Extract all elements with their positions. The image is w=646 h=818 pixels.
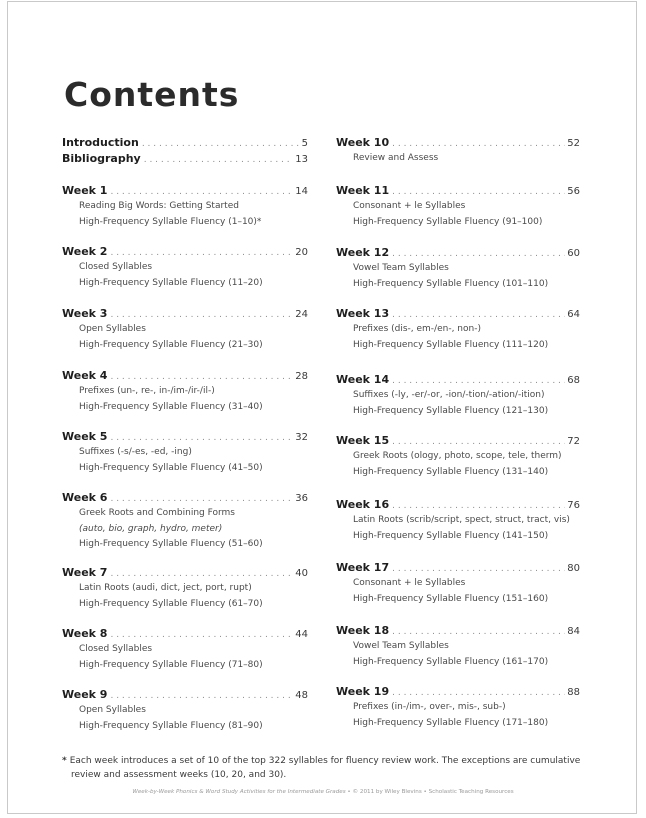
toc-subtopic: High-Frequency Syllable Fluency (111–120) [353, 339, 549, 350]
toc-entry-label: Week 9 [62, 688, 108, 701]
toc-subtopic: High-Frequency Syllable Fluency (121–130) [353, 405, 549, 416]
toc-subtopic: High-Frequency Syllable Fluency (171–180) [353, 717, 549, 728]
toc-page-number: 80 [567, 563, 580, 574]
toc-entry-label: Introduction [62, 136, 139, 149]
toc-subtopic: Reading Big Words: Getting Started [79, 201, 239, 211]
toc-subtopic: High-Frequency Syllable Fluency (131–140) [353, 466, 549, 477]
toc-entry-label: Week 2 [62, 245, 108, 258]
toc-subtopic: Consonant + le Syllables [353, 578, 466, 588]
toc-page-number: 52 [567, 138, 580, 149]
toc-entry-label: Week 11 [336, 184, 390, 197]
toc-subtopic: High-Frequency Syllable Fluency (71–80) [79, 659, 263, 670]
toc-entry-week-8 [62, 627, 308, 673]
dot-leader [110, 628, 293, 642]
toc-subtopic: High-Frequency Syllable Fluency (161–170) [353, 656, 549, 667]
toc-entry-week-9 [62, 688, 308, 734]
toc-subtopic: Vowel Team Syllables [353, 641, 449, 651]
dot-leader [392, 185, 565, 199]
toc-page-number: 72 [567, 436, 580, 447]
dot-leader [110, 492, 293, 506]
toc-page-number: 13 [295, 154, 308, 165]
toc-entry-week-6 [62, 491, 308, 553]
toc-entry-week-17 [336, 561, 580, 607]
toc-subtopic: Closed Syllables [79, 644, 153, 654]
toc-entry-week-1 [62, 184, 308, 230]
toc-subtopic: Suffixes (-s/-es, -ed, -ing) [79, 447, 192, 457]
dot-leader [392, 308, 565, 322]
toc-entry-week-7 [62, 566, 308, 612]
toc-page-number: 20 [295, 247, 308, 258]
toc-subtopic: High-Frequency Syllable Fluency (41–50) [79, 462, 263, 473]
toc-entry-label: Week 14 [336, 373, 390, 386]
toc-subtopic: High-Frequency Syllable Fluency (61–70) [79, 598, 263, 609]
footer-copyright: © 2011 by Wiley Blevins [352, 789, 422, 795]
toc-subtopic: High-Frequency Syllable Fluency (21–30) [79, 339, 263, 350]
toc-entry-week-4 [62, 369, 308, 415]
dot-leader [110, 689, 293, 703]
toc-page-number: 28 [295, 371, 308, 382]
toc-subtopic: Open Syllables [79, 324, 146, 334]
toc-subtopic: Prefixes (dis-, em-/en-, non-) [353, 324, 481, 334]
dot-leader [110, 308, 293, 322]
toc-entry-week-11 [336, 184, 580, 230]
toc-entry-label: Week 17 [336, 561, 390, 574]
toc-subtopic: High-Frequency Syllable Fluency (11–20) [79, 277, 263, 288]
toc-entry-week-14 [336, 373, 580, 419]
toc-subtopic: Prefixes (un-, re-, in-/im-/ir-/il-) [79, 386, 215, 396]
toc-subtopic: Latin Roots (scrib/script, spect, struct, tract, vis) [353, 515, 570, 525]
footer-publisher: Scholastic Teaching Resources [428, 789, 514, 795]
toc-entry-label: Week 13 [336, 307, 390, 320]
toc-entry-label: Bibliography [62, 152, 141, 165]
toc-entry-week-18 [336, 624, 580, 670]
toc-subtopic: High-Frequency Syllable Fluency (101–110) [353, 278, 549, 289]
toc-page-number: 36 [295, 493, 308, 504]
toc-subtopic: High-Frequency Syllable Fluency (1–10)* [79, 216, 262, 227]
toc-entry-label: Week 7 [62, 566, 108, 579]
toc-subtopic: Prefixes (in-/im-, over-, mis-, sub-) [353, 702, 506, 712]
toc-subtopic: Latin Roots (audi, dict, ject, port, rupt) [79, 583, 252, 593]
toc-entry-label: Week 6 [62, 491, 108, 504]
dot-leader [142, 137, 300, 151]
toc-subtopic: Vowel Team Syllables [353, 263, 449, 273]
toc-subtopic: Greek Roots (ology, photo, scope, tele, therm) [353, 451, 562, 461]
page-footer [0, 789, 646, 795]
toc-entry-label: Week 18 [336, 624, 390, 637]
toc-page-number: 32 [295, 432, 308, 443]
dot-leader [392, 686, 565, 700]
toc-page-number: 48 [295, 690, 308, 701]
toc-page-number: 64 [567, 309, 580, 320]
toc-entry-label: Week 16 [336, 498, 390, 511]
toc-subtopic: High-Frequency Syllable Fluency (81–90) [79, 720, 263, 731]
toc-entry-week-3 [62, 307, 308, 353]
dot-leader [392, 435, 565, 449]
footnote [62, 754, 582, 782]
toc-entry-week-13 [336, 307, 580, 353]
toc-subtopic: Suffixes (-ly, -er/-or, -ion/-tion/-ation/-ition) [353, 390, 545, 400]
toc-entry-week-5 [62, 430, 308, 476]
dot-leader [392, 247, 565, 261]
toc-subtopic: High-Frequency Syllable Fluency (51–60) [79, 539, 263, 549]
toc-subtopic: High-Frequency Syllable Fluency (91–100) [353, 216, 543, 227]
page-title: Contents [64, 75, 240, 114]
toc-page-number: 5 [301, 138, 308, 149]
toc-subtopic: High-Frequency Syllable Fluency (31–40) [79, 401, 263, 412]
toc-entry-label: Week 5 [62, 430, 108, 443]
toc-subtopic: Greek Roots and Combining Forms [79, 508, 235, 518]
toc-page-number: 60 [567, 248, 580, 259]
footer-book-title: Week-by-Week Phonics & Word Study Activities for the Intermediate Grades [132, 789, 346, 795]
toc-subtopic: Consonant + le Syllables [353, 201, 466, 211]
dot-leader [392, 499, 565, 513]
toc-page-number: 44 [295, 629, 308, 640]
dot-leader [392, 625, 565, 639]
dot-leader [110, 370, 293, 384]
toc-subtopic: (auto, bio, graph, hydro, meter) [79, 523, 223, 534]
dot-leader [392, 137, 565, 151]
toc-entry-bibliography [62, 152, 308, 167]
toc-entry-week-19 [336, 685, 580, 731]
toc-page-number: 76 [567, 500, 580, 511]
toc-entry-label: Week 3 [62, 307, 108, 320]
footer-separator: • [347, 789, 351, 795]
toc-entry-label: Week 10 [336, 136, 390, 149]
toc-page-number: 88 [567, 687, 580, 698]
asterisk-marker: * [62, 756, 67, 766]
footnote-text: Each week introduces a set of 10 of the top 322 syllables for fluency review work. The exceptions are cumulative [69, 756, 581, 766]
toc-entry-label: Week 1 [62, 184, 108, 197]
toc-entry-label: Week 19 [336, 685, 390, 698]
toc-subtopic: High-Frequency Syllable Fluency (151–160) [353, 593, 549, 604]
toc-entry-week-15 [336, 434, 580, 480]
toc-entry-label: Week 12 [336, 246, 390, 259]
toc-subtopic: High-Frequency Syllable Fluency (141–150) [353, 530, 549, 541]
toc-entry-label: Week 15 [336, 434, 390, 447]
toc-page-number: 40 [295, 568, 308, 579]
dot-leader [110, 185, 293, 199]
dot-leader [110, 246, 293, 260]
dot-leader [110, 567, 293, 581]
toc-subtopic: Review and Assess [353, 153, 439, 163]
toc-entry-introduction [62, 136, 308, 151]
footer-separator: • [423, 789, 427, 795]
toc-page-number: 84 [567, 626, 580, 637]
dot-leader [392, 562, 565, 576]
toc-entry-label: Week 4 [62, 369, 108, 382]
dot-leader [110, 431, 293, 445]
toc-page-number: 56 [567, 186, 580, 197]
toc-subtopic: Open Syllables [79, 705, 146, 715]
toc-subtopic: Closed Syllables [79, 262, 153, 272]
dot-leader [144, 153, 294, 167]
dot-leader [392, 374, 565, 388]
toc-page-number: 14 [295, 186, 308, 197]
toc-entry-week-2 [62, 245, 308, 291]
toc-page-number: 24 [295, 309, 308, 320]
toc-entry-week-16 [336, 498, 580, 544]
toc-page-number: 68 [567, 375, 580, 386]
toc-entry-week-10 [336, 136, 580, 167]
toc-entry-label: Week 8 [62, 627, 108, 640]
footnote-text-continued: review and assessment weeks (10, 20, and 30). [71, 770, 287, 780]
toc-entry-week-12 [336, 246, 580, 292]
